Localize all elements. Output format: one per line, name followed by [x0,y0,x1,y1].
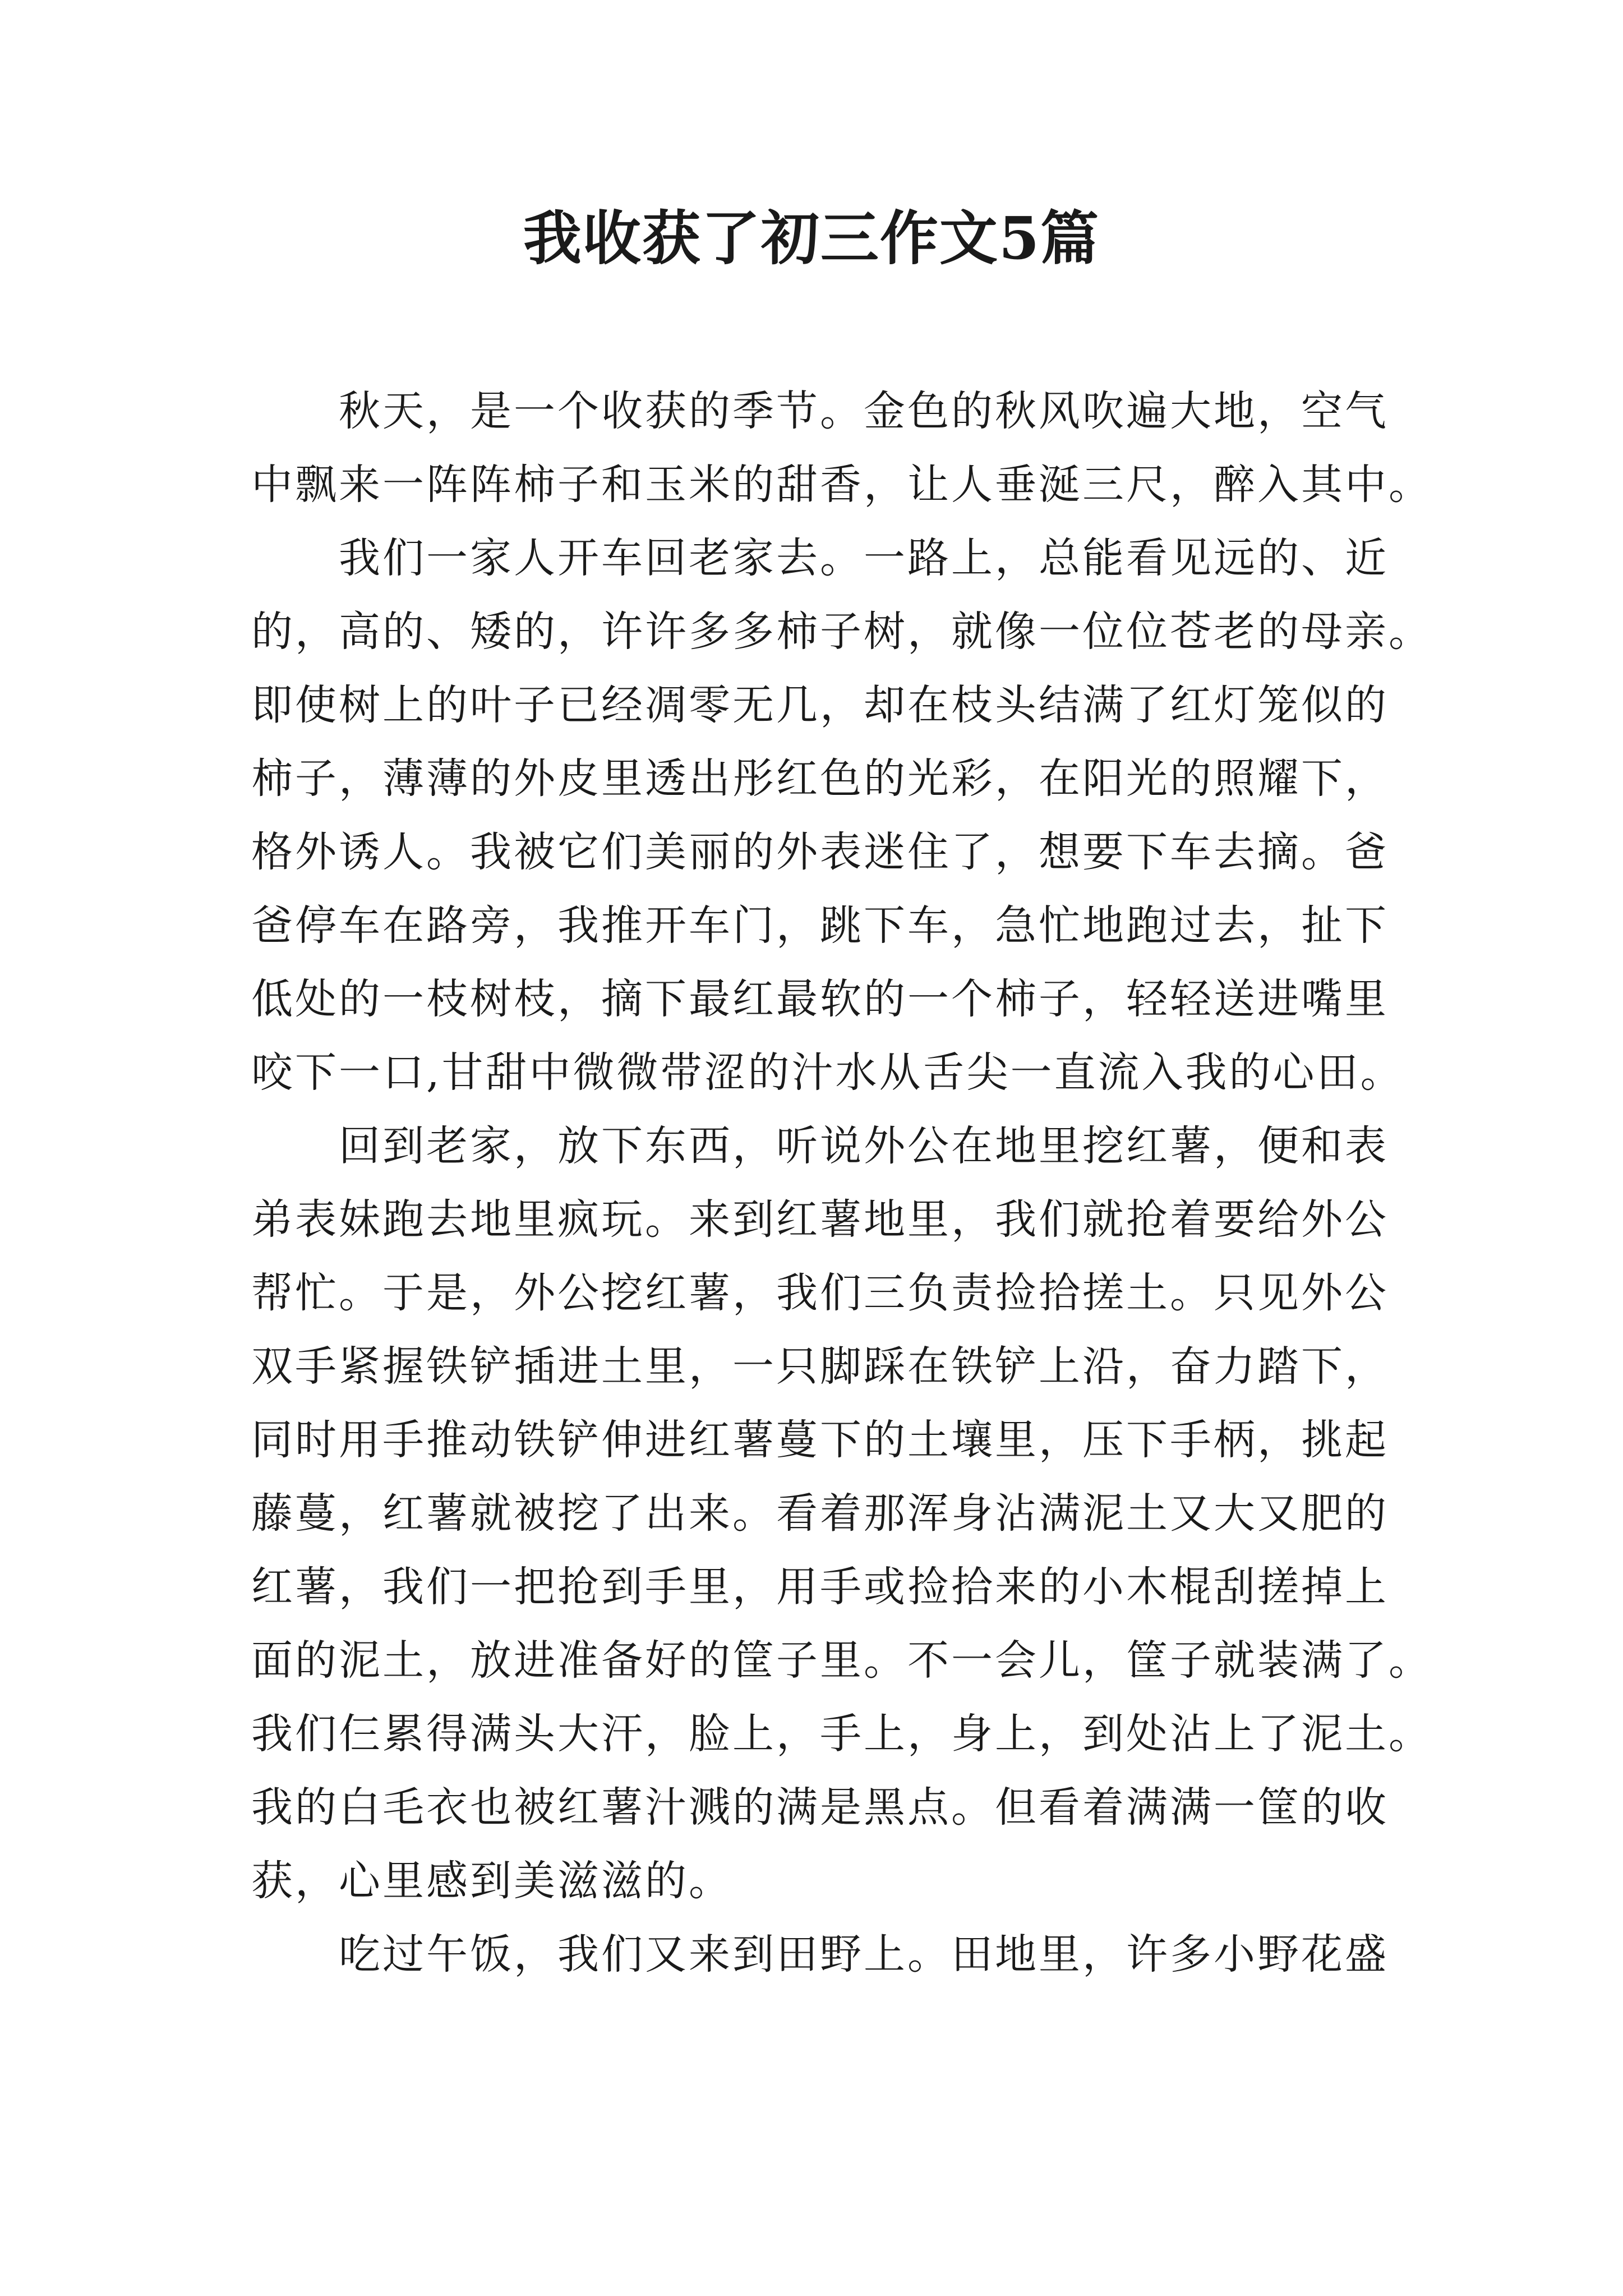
text-line: 格外诱人。我被它们美丽的外表迷住了，想要下车去摘。爸 [251,828,1389,876]
text-line: 爸停车在路旁，我推开车门，跳下车，急忙地跑过去，扯下 [251,901,1389,950]
text-line: 双手紧握铁铲插进土里，一只脚踩在铁铲上沿，奋力踏下， [251,1342,1389,1391]
text-line: 即使树上的叶子已经凋零无几，却在枝头结满了红灯笼似的 [251,681,1389,729]
text-line: 面的泥土，放进准备好的筐子里。不一会儿，筐子就装满了。 [251,1636,1432,1685]
paragraph-2 [251,522,1432,1110]
text-line: 同时用手推动铁铲伸进红薯蔓下的土壤里，压下手柄，挑起 [251,1416,1389,1464]
text-line: 秋天，是一个收获的季节。金色的秋风吹遍大地，空气 [339,387,1389,435]
paragraph-3 [251,1110,1432,1918]
text-line: 红薯，我们一把抢到手里，用手或捡拾来的小木棍刮搓掉上 [251,1563,1389,1611]
text-line: 我们一家人开车回老家去。一路上，总能看见远的、近 [339,534,1389,582]
text-line: 弟表妹跑去地里疯玩。来到红薯地里，我们就抢着要给外公 [251,1195,1389,1244]
text-line: 我们仨累得满头大汗，脸上，手上，身上，到处沾上了泥土。 [251,1710,1432,1758]
document-body [251,375,1432,1991]
document-title: 我收获了初三作文5篇 [523,204,1100,273]
text-line: 回到老家，放下东西，听说外公在地里挖红薯，便和表 [339,1122,1389,1170]
text-line: 吃过午饭，我们又来到田野上。田地里，许多小野花盛 [339,1930,1389,1978]
text-line: 咬下一口,甘甜中微微带涩的汁水从舌尖一直流入我的心田。 [251,1048,1404,1097]
text-line: 帮忙。于是，外公挖红薯，我们三负责捡拾搓土。只见外公 [251,1269,1389,1317]
text-line: 低处的一枝树枝，摘下最红最软的一个柿子，轻轻送进嘴里 [251,975,1389,1023]
paragraph-4 [251,1918,1389,1991]
text-line: 我的白毛衣也被红薯汁溅的满是黑点。但看着满满一筐的收 [251,1783,1389,1832]
paragraph-1 [251,375,1432,522]
text-line: 获，心里感到美滋滋的。 [251,1857,732,1905]
text-line: 的，高的、矮的，许许多多柿子树，就像一位位苍老的母亲。 [251,608,1432,656]
text-line: 柿子，薄薄的外皮里透出彤红色的光彩，在阳光的照耀下， [251,754,1389,803]
text-line: 中飘来一阵阵柿子和玉米的甜香，让人垂涎三尺，醉入其中。 [251,461,1432,509]
text-line: 藤蔓，红薯就被挖了出来。看着那浑身沾满泥土又大又肥的 [251,1489,1389,1538]
